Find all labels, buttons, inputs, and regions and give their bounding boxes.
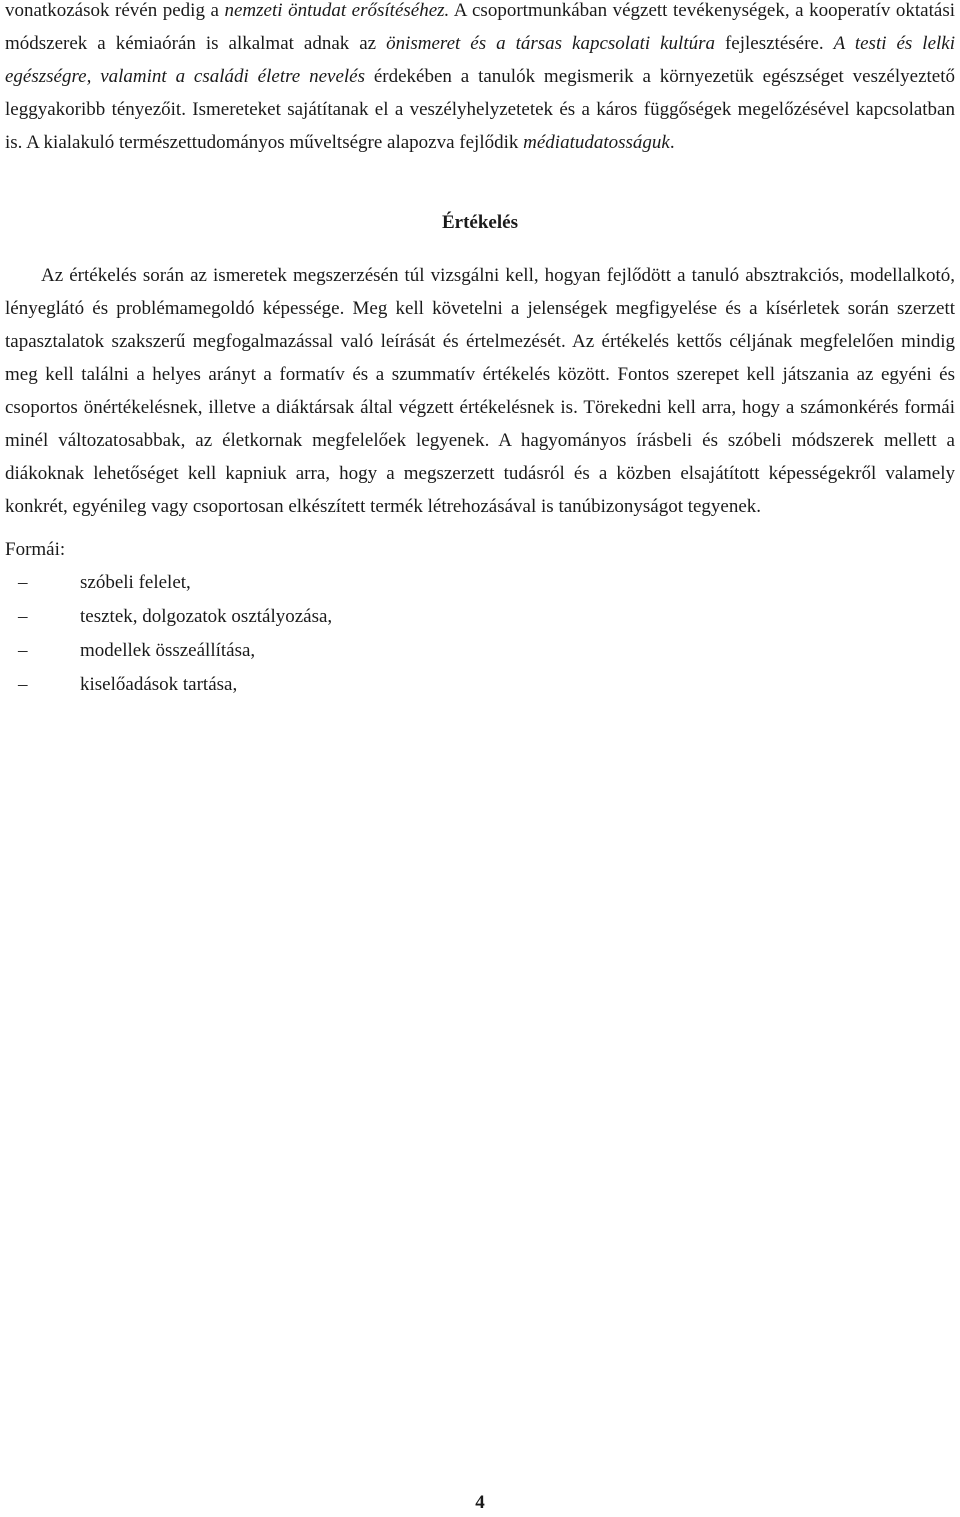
list-item-text: kiselőadások tartása,	[80, 674, 238, 695]
document-page	[5, 0, 955, 702]
intro-text-2: A csoportmunkában végzett tevékenységek, a kooperatív oktatási módszerek a kémiaórán is alkalmat adnak az	[5, 0, 955, 54]
list-item	[5, 600, 955, 634]
list-item-text: modellek összeállítása,	[80, 640, 256, 661]
intro-text-4: érdekében a tanulók megismerik a környezetük egészséget veszélyeztető leggyakoribb tényezőit. Ismereteket sajátítanak el a veszélyhelyzetetek és a káros függőségek megelőzésével kapcsolatban is. A kialakuló természettudományos műveltségre alapozva fejlődik	[5, 66, 955, 153]
intro-paragraph	[5, 0, 955, 159]
intro-emphasis-1: nemzeti öntudat erősítéséhez.	[224, 0, 450, 21]
list-item	[5, 634, 955, 668]
page-number: 4	[475, 1492, 485, 1513]
intro-emphasis-2: önismeret és a társas kapcsolati kultúra	[386, 33, 715, 54]
forms-list	[5, 566, 955, 702]
list-item	[5, 566, 955, 600]
dash-bullet-icon: –	[18, 674, 28, 695]
intro-emphasis-4: médiatudatosságuk	[523, 132, 670, 153]
list-item	[5, 668, 955, 702]
list-item-text: tesztek, dolgozatok osztályozása,	[80, 606, 333, 627]
intro-text-5: .	[669, 132, 675, 153]
dash-bullet-icon: –	[18, 572, 28, 593]
section-body-paragraph: Az értékelés során az ismeretek megszerzésén túl vizsgálni kell, hogyan fejlődött a tanuló absztrakciós, modellalkotó, lényeglátó és problémamegoldó képessége. Meg kell követelni a jelenségek megfigyelése és a kísérletek során szerzett tapasztalatok szakszerű megfogalmazással való leírását és értelmezését. Az értékelés kettős céljának megfelelően mindig meg kell találni a helyes arányt a formatív és a szummatív értékelés között. Fontos szerepet kell játszania az egyéni és csoportos önértékelésnek, illetve a diáktársak által végzett értékelésnek is. Törekedni kell arra, hogy a számonkérés formái minél változatosabbak, az életkornak megfelelőek legyenek. A hagyományos írásbeli és szóbeli módszerek mellett a diákoknak lehetőséget kell kapniuk arra, hogy a megszerzett tudásról és a közben elsajátított képességekről valamely konkrét, egyénileg vagy csoportosan elkészített termék létrehozásával is tanúbizonyságot tegyenek.	[5, 265, 955, 517]
intro-emphasis-3: A testi és lelki egészségre, valamint a családi életre nevelés	[5, 33, 955, 87]
section-heading: Értékelés	[442, 212, 518, 233]
intro-text-3: fejlesztésére.	[715, 33, 834, 54]
dash-bullet-icon: –	[18, 640, 28, 661]
intro-text-1: vonatkozások révén pedig a	[5, 0, 225, 21]
dash-bullet-icon: –	[18, 606, 28, 627]
forms-label: Formái:	[5, 539, 66, 560]
list-item-text: szóbeli felelet,	[80, 572, 191, 593]
